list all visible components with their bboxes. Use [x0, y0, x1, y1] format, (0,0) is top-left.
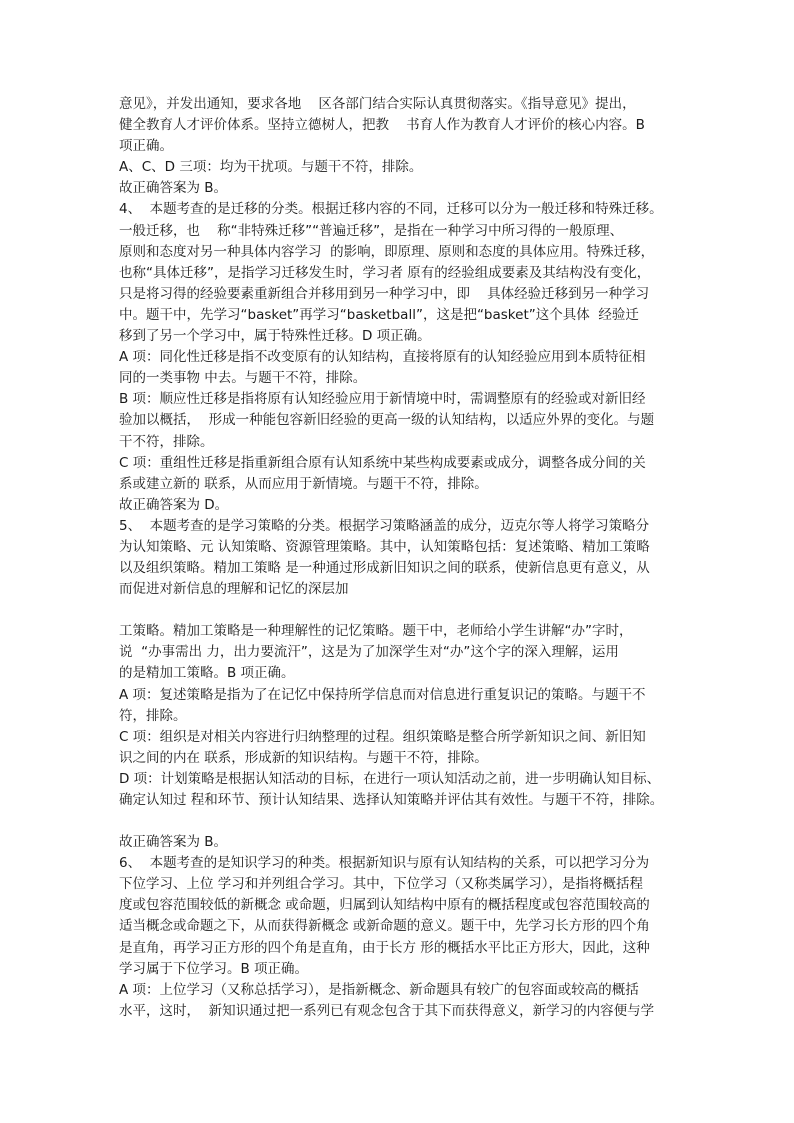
text-line: 符，排除。	[119, 707, 187, 724]
option-c-line: C 项：组织是对相关内容进行归纳整理的过程。组织策略是整合所学新知识之间、新旧知	[119, 728, 646, 745]
text-line: 度或包容范围较低的新概念 或命题，归属到认知结构中原有的概括程度或包容范围较高的	[119, 897, 650, 914]
text-line: 系或建立新的 联系，从而应用于新情境。与题干不符，排除。	[119, 475, 488, 492]
text-line: 移到了另一个学习中，属于特殊性迁移。D 项正确。	[119, 328, 431, 345]
option-a-line: A 项：复述策略是指为了在记忆中保持所学信息而对信息进行重复识记的策略。与题干不	[119, 686, 646, 703]
text-line: 健全教育人才评价体系。坚持立德树人，把教 书育人作为教育人才评价的核心内容。B	[119, 117, 645, 134]
text-line: 是直角，再学习正方形的四个角是直角，由于长方 形的概括水平比正方形大，因此，这种	[119, 939, 650, 956]
answer-line: 故正确答案为 D。	[119, 496, 229, 513]
text-line: 水平，这时， 新知识通过把一系列已有观念包含于其下而获得意义，新学习的内容便与学	[119, 1002, 655, 1019]
question-6-heading: 6、 本题考查的是知识学习的种类。根据新知识与原有认知结构的关系，可以把学习分为	[119, 855, 650, 872]
text-line: 下位学习、上位 学习和并列组合学习。其中，下位学习（又称类属学习），是指将概括程	[119, 876, 644, 893]
text-line: 的是精加工策略。B 项正确。	[119, 665, 295, 682]
option-b-line: B 项：顺应性迁移是指将原有认知经验应用于新情境中时，需调整原有的经验或对新旧经	[119, 391, 646, 408]
option-d-line: D 项：计划策略是根据认知活动的目标，在进行一项认知活动之前，进一步明确认知目标、	[119, 770, 661, 787]
text-line: A、C、D 三项：均为干扰项。与题干不符，排除。	[119, 159, 423, 176]
text-line: 同的一类事物 中去。与题干不符，排除。	[119, 370, 367, 387]
question-5-heading: 5、 本题考查的是学习策略的分类。根据学习策略涵盖的成分，迈克尔等人将学习策略分	[119, 517, 650, 534]
text-line: 识之间的内在 联系，形成新的知识结构。与题干不符，排除。	[119, 749, 488, 766]
option-c-line: C 项：重组性迁移是指重新组合原有认知系统中某些构成要素或成分，调整各成分间的关	[119, 454, 646, 471]
option-a-line: A 项：同化性迁移是指不改变原有的认知结构，直接将原有的认知经验应用到本质特征相	[119, 349, 646, 366]
text-line: 中。题干中，先学习“basket”再学习“basketball”，这是把“basket”这个具体 经验迁	[119, 306, 639, 323]
text-line: 也称“具体迁移”，是指学习迁移发生时，学习者 原有的经验组成要素及其结构没有变化，	[119, 264, 651, 281]
text-line: 而促进对新信息的理解和记忆的深层加	[119, 581, 349, 598]
text-line: 为认知策略、元 认知策略、资源管理策略。其中，认知策略包括：复述策略、精加工策略	[119, 538, 650, 555]
text-line: 一般迁移，也 称“非特殊迁移”“普遍迁移”，是指在一种学习中所习得的一般原理、	[119, 222, 624, 239]
text-line: 原则和态度对另一种具体内容学习 的影响，即原理、原则和态度的具体应用。特殊迁移，	[119, 243, 655, 260]
text-line: 工策略。精加工策略是一种理解性的记忆策略。题干中，老师给小学生讲解“办”字时，	[119, 623, 633, 640]
text-line: 意见》，并发出通知，要求各地 区各部门结合实际认真贯彻落实。《指导意见》提出，	[119, 96, 636, 112]
question-4-heading: 4、 本题考查的是迁移的分类。根据迁移内容的不同，迁移可以分为一般迁移和特殊迁移。	[119, 201, 663, 218]
text-line: 干不符，排除。	[119, 433, 214, 450]
text-line: 确定认知过 程和环节、预计认知结果、选择认知策略并评估其有效性。与题干不符，排除。	[119, 792, 664, 808]
document-body	[119, 94, 694, 1022]
text-line: 学习属于下位学习。B 项正确。	[119, 960, 309, 977]
text-line: 项正确。	[119, 138, 173, 155]
option-a-line: A 项：上位学习（又称总括学习），是指新概念、新命题具有较广的包容面或较高的概括	[119, 981, 639, 998]
text-line: 验加以概括， 形成一种能包容新旧经验的更高一级的认知结构，以适应外界的变化。与题	[119, 412, 655, 429]
text-line: 只是将习得的经验要素重新组合并移用到另一种学习中，即 具体经验迁移到另一种学习	[119, 285, 650, 302]
answer-line: 故正确答案为 B。	[119, 834, 228, 851]
text-line: 以及组织策略。精加工策略 是一种通过形成新旧知识之间的联系，使新信息更有意义，从	[119, 560, 650, 577]
answer-line: 故正确答案为 B。	[119, 180, 228, 197]
text-line: 适当概念或命题之下，从而获得新概念 或新命题的意义。题干中，先学习长方形的四个角	[119, 918, 650, 935]
text-line: 说 “办事需出 力，出力要流汗”，这是为了加深学生对“办”这个字的深入理解，运用	[119, 644, 619, 661]
